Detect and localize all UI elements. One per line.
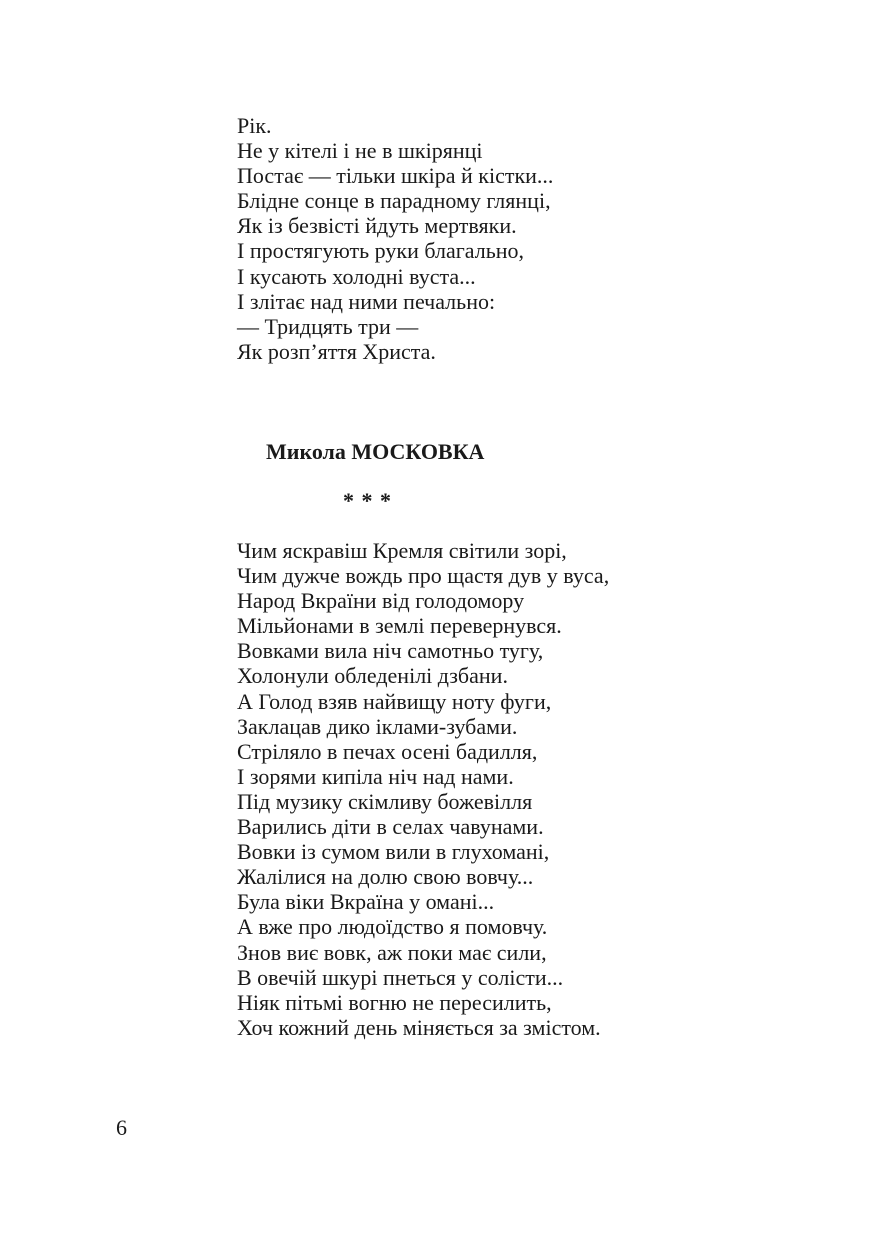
poem-line: Мільйонами в землі перевернувся. <box>237 613 562 639</box>
poem-line: Рік. <box>237 113 272 138</box>
poem-line: Ніяк пітьмі вогню не пересилить, <box>237 989 552 1015</box>
poem-line: Вовками вила ніч самотньо тугу, <box>237 638 544 664</box>
poem-line: Була віки Вкраїна у омані... <box>237 889 495 915</box>
poem-line: Заклацав дико іклами-зубами. <box>237 713 518 739</box>
poem-line: Під музику скімливу божевілля <box>237 788 533 814</box>
poem-line: А Голод взяв найвищу ноту фуги, <box>237 688 552 714</box>
poem-line: І злітає над ними печально: <box>237 288 496 314</box>
poem-line: Постає — тільки шкіра й кістки... <box>237 163 554 189</box>
poem-line: Холонули обледенілі дзбани. <box>237 663 508 689</box>
poem-line: Стріляло в печах осені бадилля, <box>237 738 538 764</box>
poem-line: — Тридцять три — <box>237 313 419 339</box>
poem-line: Варились діти в селах чавунами. <box>237 814 544 840</box>
poem-line: Народ Вкраїни від голодомору <box>237 588 525 614</box>
poem-line: В овечій шкурі пнеться у солісти... <box>237 964 564 990</box>
poem-line: І простягують руки благально, <box>237 238 524 264</box>
poem-line: Хоч кожний день міняється за змістом. <box>237 1014 601 1040</box>
poem-line: Знов виє вовк, аж поки має сили, <box>237 939 547 965</box>
poem-line: Чим дужче вождь про щастя дув у вуса, <box>237 563 610 589</box>
poem-line: Не у кітелі і не в шкірянці <box>237 138 483 164</box>
poem-line: Чим яскравіш Кремля світили зорі, <box>237 538 567 563</box>
poem-line: Жалілися на долю свою вовчу... <box>237 864 534 890</box>
poem-line: Вовки із сумом вили в глухомані, <box>237 839 550 865</box>
untitled-poem-marker: * * * <box>343 488 392 513</box>
poem <box>237 538 609 1040</box>
page-number: 6 <box>116 1115 127 1140</box>
poem-line: І кусають холодні вуста... <box>237 263 476 289</box>
poem-line: Блідне сонце в парадному глянці, <box>237 188 551 214</box>
author-name: Микола МОСКОВКА <box>266 439 485 464</box>
poem-line: І зорями кипіла ніч над нами. <box>237 763 514 789</box>
poem-line: А вже про людоїдство я помовчу. <box>237 914 548 940</box>
poem-line: Як із безвісті йдуть мертвяки. <box>237 213 517 239</box>
poem-ending <box>237 113 553 364</box>
poem-line: Як розп’яття Христа. <box>237 338 436 364</box>
